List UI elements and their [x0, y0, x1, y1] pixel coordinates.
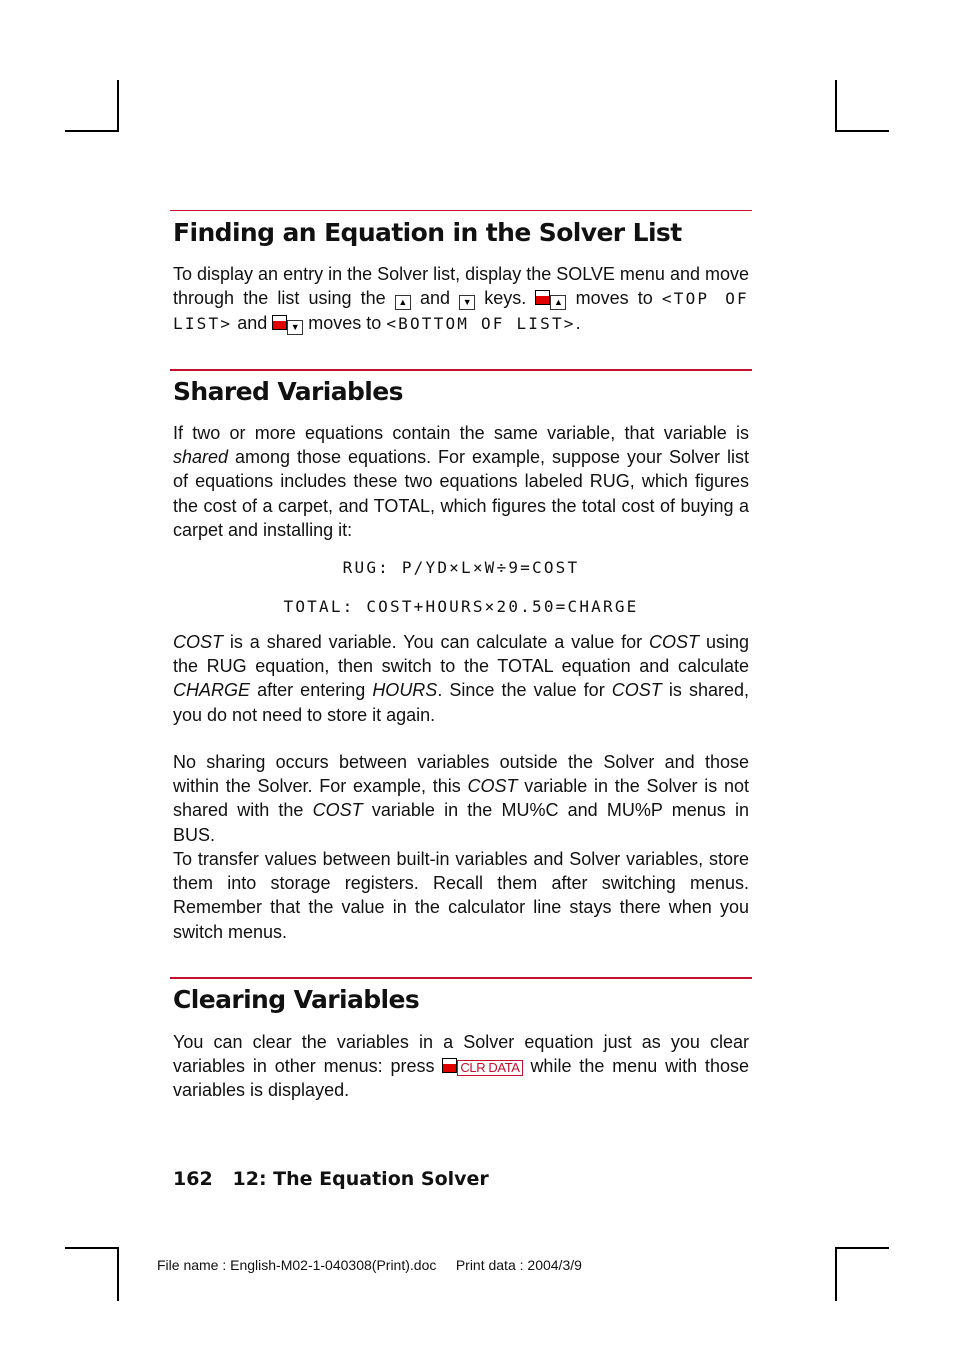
section-rule — [170, 210, 752, 211]
text: is shared, you do not need to store it again. — [173, 680, 749, 725]
text: after entering — [257, 680, 366, 701]
text: moves to — [575, 288, 653, 309]
crop-mark — [835, 130, 889, 132]
equation-rug: RUG: P/YD×L×W÷9=COST — [342, 558, 580, 577]
text: You can clear the variables in a Solver equation just as you clear variables in other menus: press — [173, 1032, 749, 1077]
down-arrow-key-icon: ▼ — [287, 320, 303, 335]
section-title-clearing: Clearing Variables — [173, 985, 420, 1014]
finding-paragraph — [173, 262, 749, 337]
crop-mark — [117, 1247, 119, 1301]
text: and — [419, 288, 451, 309]
lcd-text-top-of-list: <TOP OF LIST> — [173, 289, 749, 334]
section-title-finding: Finding an Equation in the Solver List — [173, 218, 682, 247]
text: keys. — [484, 288, 527, 309]
text: . Since the value for — [437, 680, 605, 701]
up-arrow-key-icon: ▲ — [395, 295, 411, 310]
text: To display an entry in the Solver list, display the SOLVE menu and move through the list using the — [173, 264, 749, 309]
print-info — [157, 1257, 582, 1273]
print-data: Print data : 2004/3/9 — [455, 1257, 582, 1273]
crop-mark — [65, 130, 119, 132]
text-italic: COST — [649, 632, 700, 652]
clearing-paragraph — [173, 1030, 749, 1103]
section-title-shared: Shared Variables — [173, 377, 403, 406]
crop-mark — [835, 1247, 889, 1249]
crop-mark — [65, 1247, 119, 1249]
text: If two or more equations contain the same variable, that variable is — [173, 423, 749, 443]
up-arrow-key-icon: ▲ — [550, 295, 566, 310]
text-italic: COST — [467, 776, 518, 797]
text: No sharing occurs between variables outside the Solver and those within the Solver. For example, this — [173, 752, 749, 797]
shared-paragraph-4: To transfer values between built-in variables and Solver variables, store them into storage registers. Recall them after switching menus. Remember that the value in the calculator line stays there when you switch menus. — [173, 849, 749, 942]
equation-total: TOTAL: COST+HOURS×20.50=CHARGE — [283, 597, 639, 616]
text: and — [237, 313, 268, 334]
text: using the RUG equation, then switch to the TOTAL equation and calculate — [173, 632, 749, 677]
text: is a shared variable. You can calculate a value for — [229, 632, 643, 652]
text: . — [575, 313, 581, 334]
section-rule — [170, 977, 752, 979]
lcd-text-bottom-of-list: <BOTTOM OF LIST> — [386, 314, 576, 334]
text: variable in the MU%C and MU%P menus in BUS. — [173, 800, 749, 845]
crop-mark — [835, 1247, 837, 1301]
text: moves to — [308, 313, 382, 334]
section-rule — [170, 369, 752, 371]
shift-key-icon — [442, 1058, 457, 1073]
text-italic: COST — [173, 632, 224, 652]
shared-paragraph-3 — [173, 750, 749, 847]
text-italic: HOURS — [372, 680, 438, 701]
shift-key-icon — [535, 290, 550, 305]
text-italic: COST — [611, 680, 662, 701]
shared-paragraph-2 — [173, 630, 749, 727]
shift-key-icon — [272, 315, 287, 330]
chapter-title: 12: The Equation Solver — [232, 1168, 489, 1190]
file-name: File name : English-M02-1-040308(Print).doc — [157, 1257, 437, 1273]
shared-paragraph-1 — [173, 421, 749, 542]
text: while the menu with those variables is displayed. — [173, 1056, 749, 1101]
down-arrow-key-icon: ▼ — [459, 295, 475, 310]
text: among those equations. For example, suppose your Solver list of equations includes these two equations labeled RUG, which figures the cost of a carpet, and TOTAL, which figures the total cost of buying a carpet and installing it: — [173, 447, 749, 540]
text-italic: shared — [173, 447, 229, 468]
page-number: 162 — [173, 1168, 213, 1190]
page-footer — [173, 1168, 489, 1190]
text: variable in the Solver is not shared with the — [173, 776, 749, 821]
crop-mark — [835, 80, 837, 132]
text-italic: CHARGE — [173, 680, 251, 701]
crop-mark — [117, 80, 119, 132]
text-italic: COST — [312, 800, 363, 821]
clr-data-key: CLR DATA — [457, 1060, 522, 1076]
